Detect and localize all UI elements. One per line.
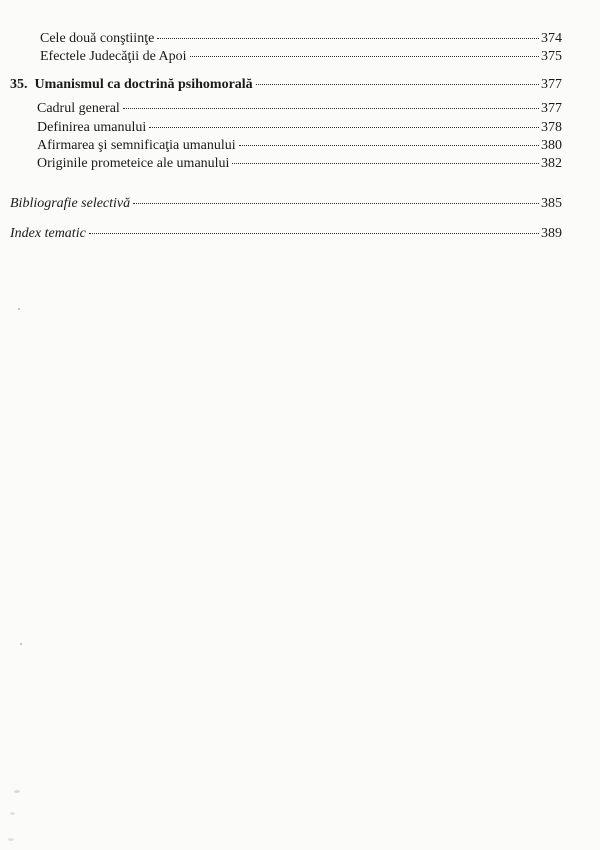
leader-dots [239, 145, 539, 146]
toc-entry-title: Cele două conştiinţe [40, 31, 155, 46]
toc-entry [10, 225, 562, 243]
toc-entry-title: Umanismul ca doctrină psihomorală [34, 77, 253, 92]
toc-entry-title: Efectele Judecăţii de Apoi [40, 49, 187, 64]
toc-entry-page: 382 [541, 156, 562, 171]
scan-speck [18, 308, 20, 310]
toc-entry-title: Cadrul general [37, 101, 120, 116]
leader-dots [89, 233, 539, 234]
toc-entry [37, 155, 562, 173]
leader-dots [256, 84, 539, 85]
toc-chapter-entry [10, 76, 562, 94]
leader-dots [149, 127, 539, 128]
toc-entry-page: 375 [541, 49, 562, 64]
toc-entry-page: 389 [541, 226, 562, 241]
toc-entry [40, 48, 562, 66]
toc-entry-title: Afirmarea şi semnificaţia umanului [37, 138, 236, 153]
leader-dots [157, 38, 539, 39]
toc-entry-page: 380 [541, 138, 562, 153]
toc-entry [37, 137, 562, 155]
toc-entry-title: Originile prometeice ale umanului [37, 156, 230, 171]
toc-entry-page: 377 [541, 101, 562, 116]
chapter-number: 35. [10, 77, 28, 92]
toc-entry [40, 30, 562, 48]
toc-entry-title: Definirea umanului [37, 120, 147, 135]
scan-speck [14, 790, 20, 793]
leader-dots [123, 108, 539, 109]
leader-dots [133, 203, 539, 204]
toc-entry-page: 378 [541, 120, 562, 135]
scan-speck [20, 643, 22, 645]
toc-entry-page: 374 [541, 31, 562, 46]
leader-dots [190, 56, 539, 57]
toc-entry [10, 195, 562, 213]
toc-entry-page: 385 [541, 196, 562, 211]
scan-speck [8, 838, 14, 841]
toc-entry-title: Bibliografie selectivă [10, 196, 131, 211]
leader-dots [232, 163, 539, 164]
toc-entry [37, 100, 562, 118]
toc-entry-page: 377 [541, 77, 562, 92]
toc-entry [37, 119, 562, 137]
scan-speck [10, 812, 15, 815]
toc-entry-title: Index tematic [10, 226, 86, 241]
